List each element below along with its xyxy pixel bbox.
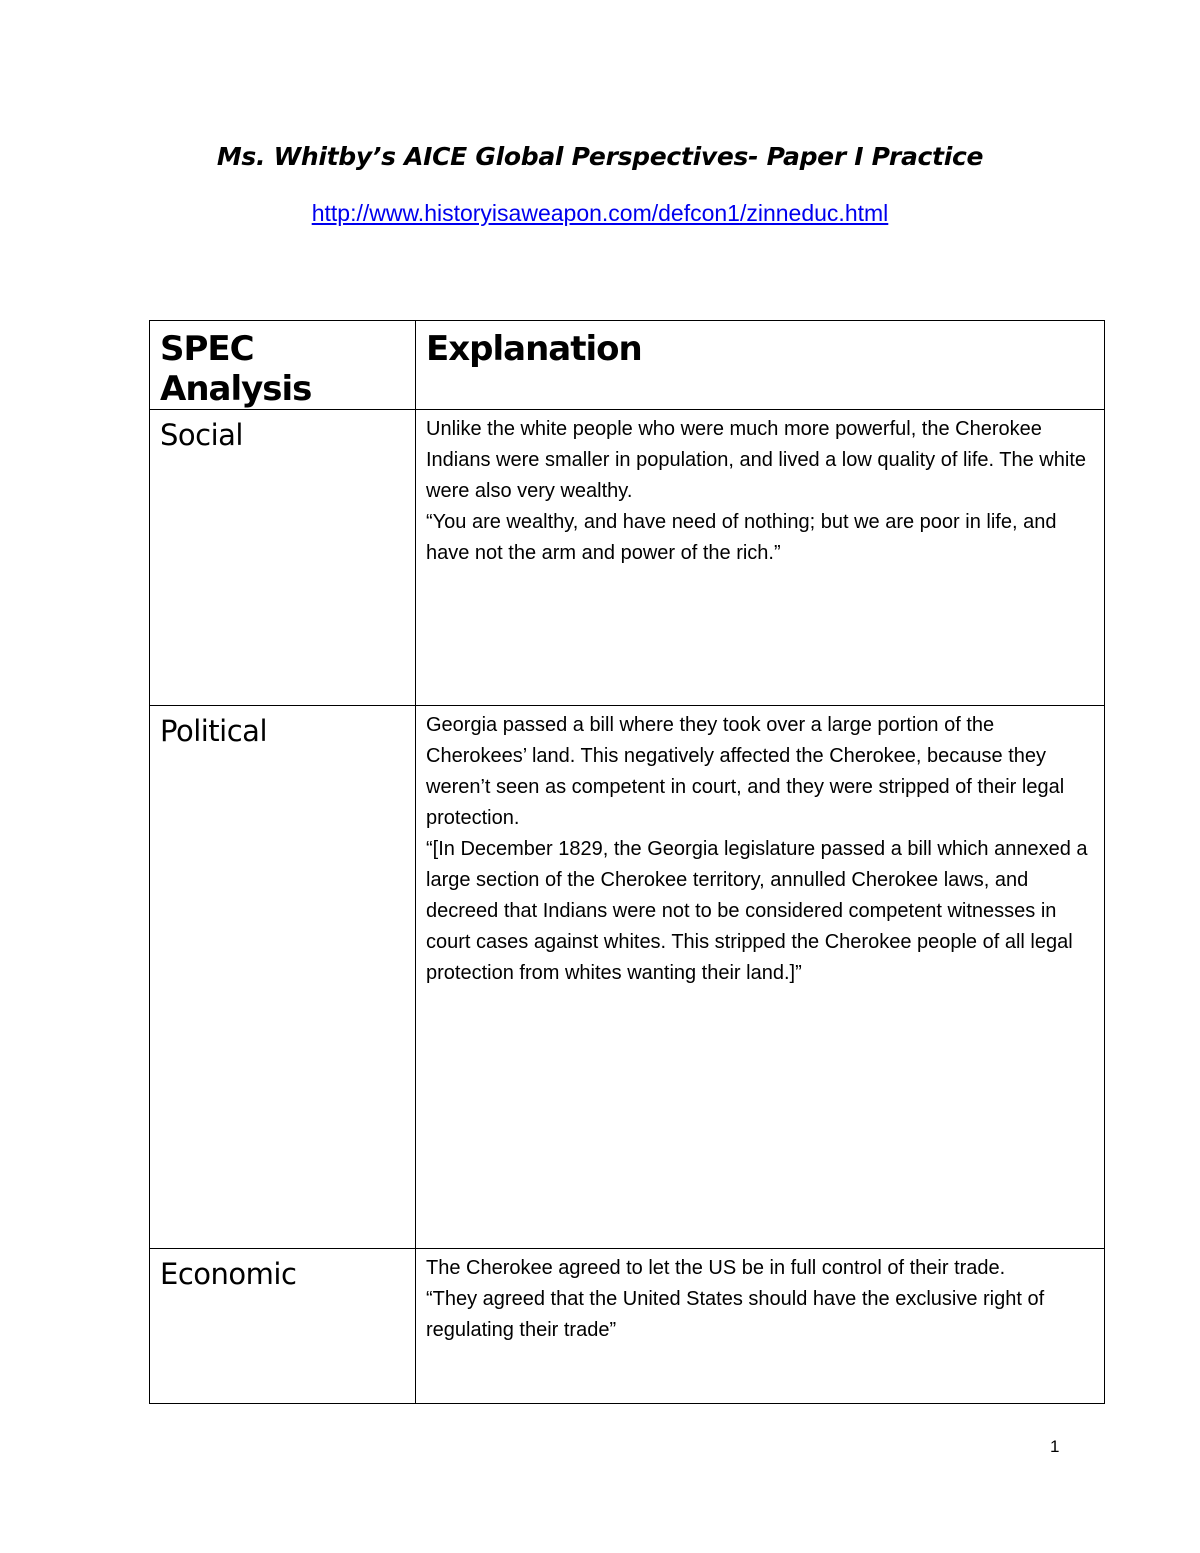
header-spec-analysis: SPEC Analysis bbox=[150, 321, 416, 410]
category-economic: Economic bbox=[150, 1249, 416, 1404]
explanation-quote: “[In December 1829, the Georgia legislature passed a bill which annexed a large section of the Cherokee territory, annulled Cherokee laws, and decreed that Indians were not to be considered competent witnesses in court cases against whites. This stripped the Cherokee people of all legal protection from whites wanting their land.]” bbox=[426, 838, 1088, 984]
document-title: Ms. Whitby’s AICE Global Perspectives- Paper I Practice bbox=[216, 142, 984, 171]
table-header-row bbox=[150, 321, 1105, 410]
explanation-quote: “You are wealthy, and have need of nothing; but we are poor in life, and have not the arm and power of the rich.” bbox=[426, 511, 1057, 564]
spec-analysis-table bbox=[149, 320, 1105, 1404]
table-row bbox=[150, 1249, 1105, 1404]
explanation-summary: Georgia passed a bill where they took over a large portion of the Cherokees’ land. This negatively affected the Cherokee, because they weren’t seen as competent in court, and they were stripped of their legal protection. bbox=[426, 714, 1065, 829]
explanation-quote: “They agreed that the United States should have the exclusive right of regulating their trade” bbox=[426, 1288, 1045, 1341]
explanation-summary: Unlike the white people who were much more powerful, the Cherokee Indians were smaller in population, and lived a low quality of life. The white were also very wealthy. bbox=[426, 418, 1086, 502]
page-number: 1 bbox=[1050, 1437, 1060, 1456]
category-social: Social bbox=[150, 410, 416, 706]
explanation-social bbox=[416, 410, 1105, 706]
header-explanation: Explanation bbox=[416, 321, 1105, 410]
table-row bbox=[150, 706, 1105, 1249]
explanation-economic bbox=[416, 1249, 1105, 1404]
source-link[interactable]: http://www.historyisaweapon.com/defcon1/zinneduc.html bbox=[311, 200, 889, 226]
table-row bbox=[150, 410, 1105, 706]
source-link-container bbox=[0, 200, 1200, 227]
explanation-political bbox=[416, 706, 1105, 1249]
category-political: Political bbox=[150, 706, 416, 1249]
explanation-summary: The Cherokee agreed to let the US be in full control of their trade. bbox=[426, 1257, 1006, 1279]
